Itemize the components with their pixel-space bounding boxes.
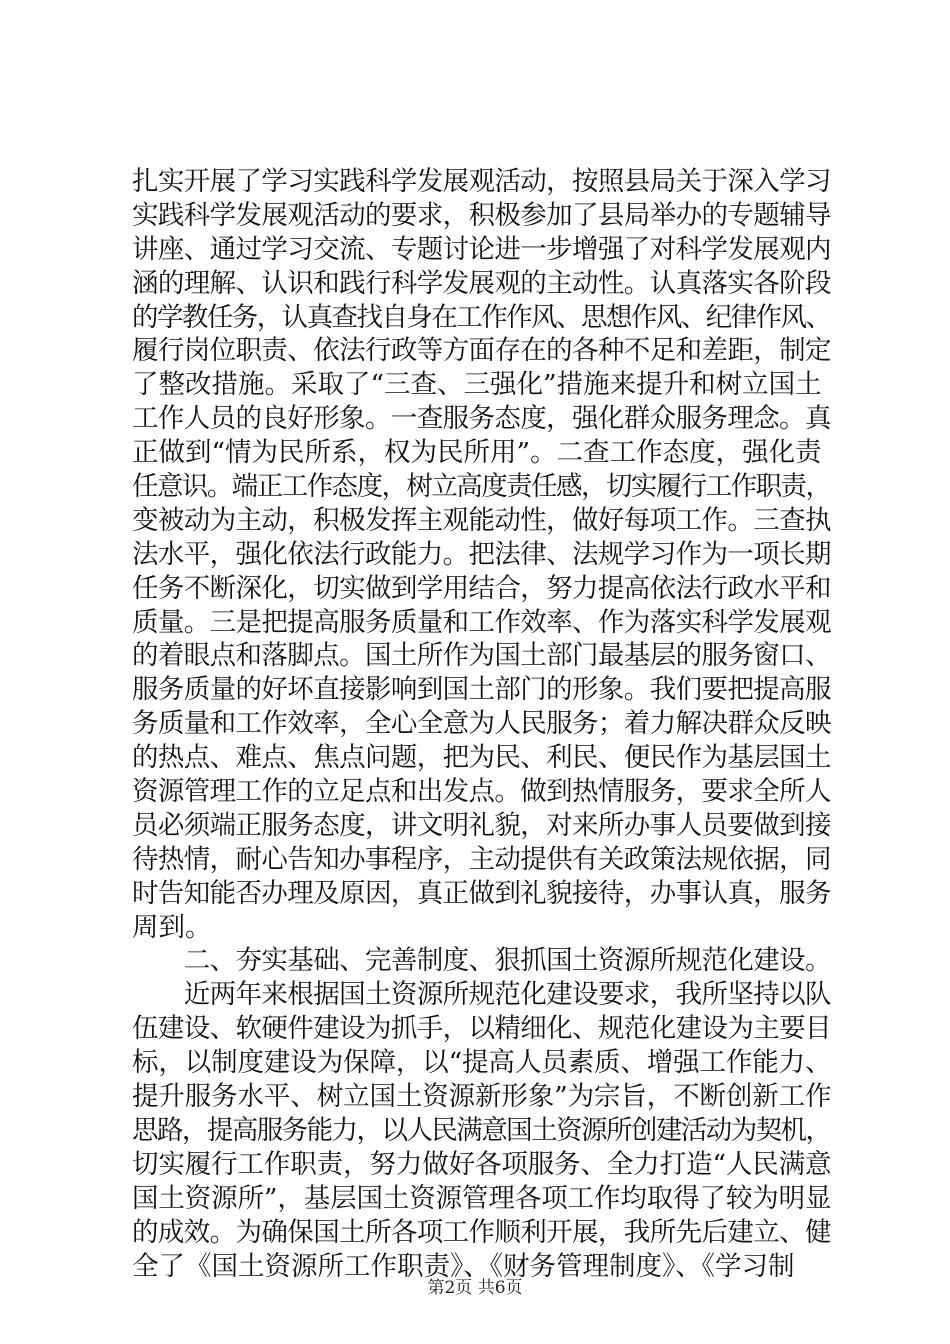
text-line: 服务质量的好坏直接影响到国土部门的形象。我们要把提高服 (132, 674, 831, 706)
text-line: 任务不断深化，切实做到学用结合，努力提高依法行政水平和 (132, 572, 831, 604)
text-line: 切实履行工作职责，努力做好各项服务、全力打造“人民满意 (132, 1148, 832, 1180)
text-line: 的学教任务，认真查找自身在工作作风、思想作风、纪律作风、 (132, 301, 831, 333)
text-line: 了整改措施。采取了“三查、三强化”措施来提升和树立国土 (132, 369, 822, 401)
text-line: 国土资源所”，基层国土资源管理各项工作均取得了较为明显 (132, 1182, 832, 1214)
text-line: 思路，提高服务能力，以人民满意国土资源所创建活动为契机， (132, 1114, 831, 1146)
page-footer: 第2页 共6页 (427, 1278, 523, 1298)
text-line: 二、夯实基础、完善制度、狠抓国土资源所规范化建设。 (132, 945, 831, 977)
text-line: 讲座、通过学习交流、专题讨论进一步增强了对科学发展观内 (132, 233, 831, 265)
text-line: 法水平，强化依法行政能力。把法律、法规学习作为一项长期 (132, 538, 831, 570)
text-line: 任意识。端正工作态度，树立高度责任感，切实履行工作职责， (132, 471, 831, 503)
text-line: 近两年来根据国土资源所规范化建设要求，我所坚持以队 (132, 979, 831, 1011)
text-line: 的热点、难点、焦点问题，把为民、利民、便民作为基层国土 (132, 742, 831, 774)
text-line: 实践科学发展观活动的要求，积极参加了县局举办的专题辅导 (132, 199, 831, 231)
text-line: 履行岗位职责、依法行政等方面存在的各种不足和差距，制定 (132, 335, 831, 367)
text-line: 正做到“情为民所系，权为民所用”。二查工作态度，强化责 (132, 437, 822, 469)
text-line: 资源管理工作的立足点和出发点。做到热情服务，要求全所人 (132, 776, 831, 808)
text-line: 周到。 (132, 911, 212, 943)
text-line: 的着眼点和落脚点。国土所作为国土部门最基层的服务窗口、 (132, 640, 831, 672)
text-line: 伍建设、软硬件建设为抓手，以精细化、规范化建设为主要目 (132, 1013, 831, 1045)
text-line: 全了《国土资源所工作职责》、《财务管理制度》、《学习制 (132, 1250, 795, 1282)
document-body (132, 165, 832, 1283)
text-line: 涵的理解、认识和践行科学发展观的主动性。认真落实各阶段 (132, 267, 831, 299)
text-line: 务质量和工作效率，全心全意为人民服务；着力解决群众反映 (132, 708, 831, 740)
text-line: 标，以制度建设为保障，以“提高人员素质、增强工作能力、 (132, 1047, 832, 1079)
text-line: 工作人员的良好形象。一查服务态度，强化群众服务理念。真 (132, 403, 831, 435)
text-line: 时告知能否办理及原因，真正做到礼貌接待，办事认真，服务 (132, 877, 831, 909)
text-line: 的成效。为确保国土所各项工作顺利开展，我所先后建立、健 (132, 1216, 831, 1248)
text-line: 变被动为主动，积极发挥主观能动性，做好每项工作。三查执 (132, 504, 831, 536)
text-line: 扎实开展了学习实践科学发展观活动，按照县局关于深入学习 (132, 166, 831, 197)
text-line: 员必须端正服务态度，讲文明礼貌，对来所办事人员要做到接 (132, 809, 831, 841)
text-line: 待热情，耐心告知办事程序，主动提供有关政策法规依据，同 (132, 843, 831, 875)
text-line: 质量。三是把提高服务质量和工作效率、作为落实科学发展观 (132, 606, 831, 638)
text-line: 提升服务水平、树立国土资源新形象”为宗旨，不断创新工作 (132, 1081, 832, 1113)
